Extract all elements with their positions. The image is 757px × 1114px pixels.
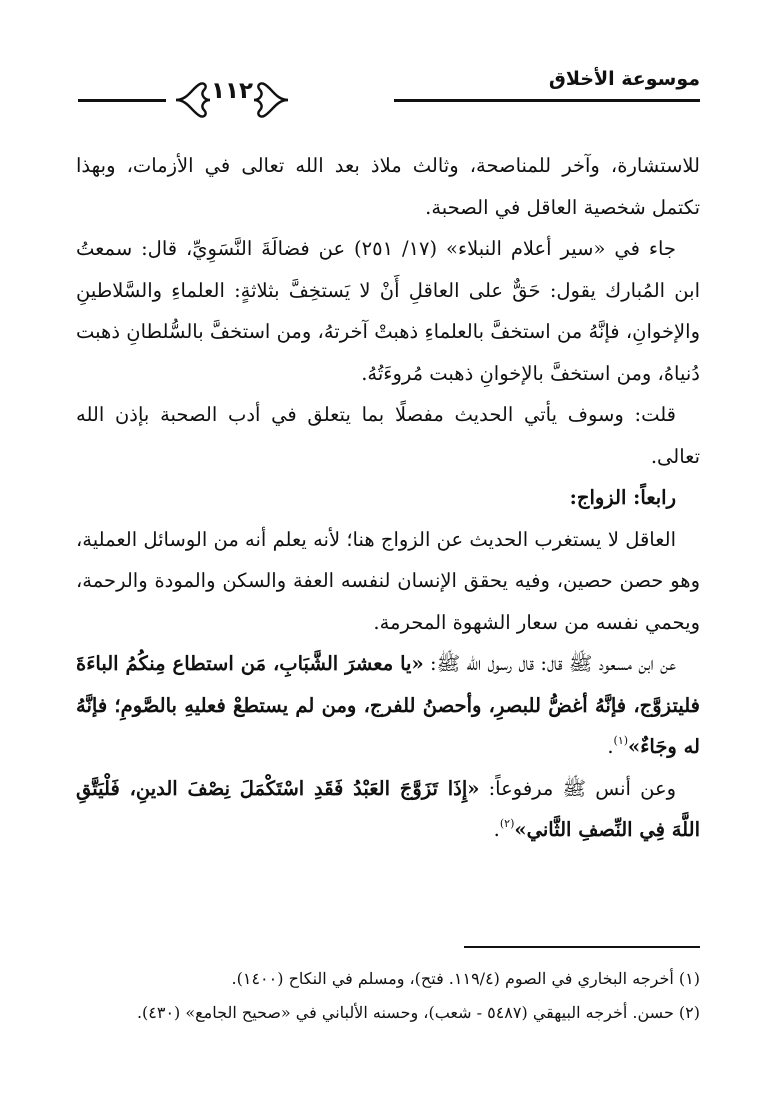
sentence-end: . xyxy=(607,735,614,758)
hadith-intro: وعن أنس ﷺ مرفوعاً: xyxy=(479,776,676,800)
paragraph-hadith-anas xyxy=(76,768,700,851)
page-number-ornament xyxy=(170,70,294,126)
main-text xyxy=(76,145,700,851)
hadith-intro: عن ابن مسعود ﷺ قال: قال رسول الله ﷺ: xyxy=(423,652,676,675)
header-rule-left xyxy=(78,99,166,102)
book-title: موسوعة الأخلاق xyxy=(548,68,700,90)
footnotes xyxy=(76,962,700,1030)
paragraph-note: قلت: وسوف يأتي الحديث مفصلًا بما يتعلق في أدب الصحبة بإذن الله تعالى. xyxy=(76,403,700,468)
header-rule-right xyxy=(394,99,700,102)
footnote-separator xyxy=(464,946,700,948)
running-header xyxy=(78,66,700,110)
footnote-1: (١) أخرجه البخاري في الصوم (١١٩/٤. فتح)، ومسلم في النكاح (١٤٠٠). xyxy=(231,969,700,988)
page-number: ١١٢ xyxy=(210,78,254,104)
paragraph-siyar-quote: جاء في «سير أعلام النبلاء» (١٧/ ٢٥١) عن فضالَةَ النَّسَوِيِّ، قال: سمعتُ ابن المُبارك يقول: حَقٌّ على العاقلِ أَنْ لا يَستخِفَّ بثلاثةٍ: العلماءِ والسَّلاطينِ والإخوانِ، فإنَّهُ من استخفَّ بالعلماءِ ذهبتْ آخرتهُ، ومن استخفَّ بالسُّلطانِ ذهبت دُنياهُ، ومن استخفَّ بالإخوانِ ذهبت مُروءَتُهُ. xyxy=(76,237,700,385)
sentence-end: . xyxy=(493,818,500,841)
paragraph-consultation: للاستشارة، وآخر للمناصحة، وثالث ملاذ بعد الله تعالى في الأزمات، وبهذا تكتمل شخصية العاقل في الصحبة. xyxy=(76,154,700,219)
section-heading-marriage: رابعاً: الزواج: xyxy=(569,486,676,509)
paragraph-hadith-ibn-masud xyxy=(76,643,700,768)
footnote-ref-1[interactable]: (١) xyxy=(613,734,629,747)
footnote-ref-2[interactable]: (٢) xyxy=(499,817,515,830)
footnote-2: (٢) حسن. أخرجه البيهقي (٥٤٨٧ - شعب)، وحسنه الألباني في «صحيح الجامع» (٤٣٠). xyxy=(136,1003,700,1022)
hadith-quote: «إِذَا تَزَوَّجَ العَبْدُ فَقَدِ اسْتَكْمَلَ نِصْفَ الدينِ، فَلْيَتَّقِ اللَّهَ فِي النِّصفِ الثَّاني» xyxy=(76,776,700,841)
hadith-quote: «يا معشرَ الشَّبَابِ، مَن استطاع مِنكُمُ الباءَةَ فليتزوَّج، فإنَّهُ أغضُّ للبصرِ، وأحصنُ للفرج، ومن لم يستطعْ فعليهِ بالصَّومِ؛ فإنَّهُ له وجَاءٌ» xyxy=(76,652,700,758)
paragraph-marriage-intro: العاقل لا يستغرب الحديث عن الزواج هنا؛ لأنه يعلم أنه من الوسائل العملية، وهو حصن حصين، وفيه يحقق الإنسان لنفسه العفة والسكن والمودة والرحمة، ويحمي نفسه من سعار الشهوة المحرمة. xyxy=(76,527,700,634)
